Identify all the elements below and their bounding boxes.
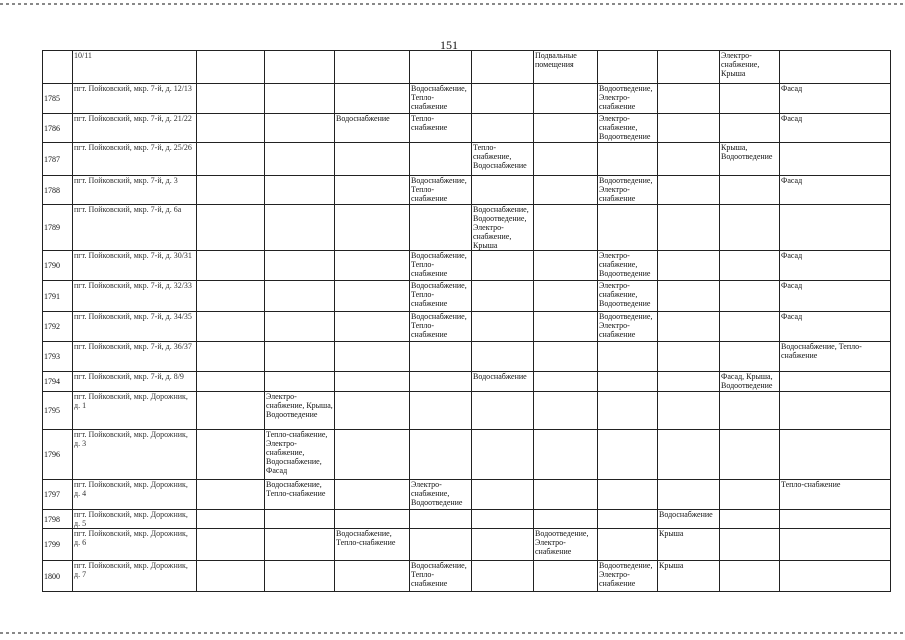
work-cell [472, 84, 534, 114]
table-body [43, 51, 891, 592]
work-cell [410, 342, 472, 372]
address-cell: пгт. Пойковский, мкр. Дорожник, д. 4 [73, 480, 197, 510]
work-cell [598, 143, 658, 176]
work-cell: Тепло-снабжение, Электро-снабжение, Водоснабжение, Фасад [265, 430, 335, 480]
work-cell [658, 205, 720, 251]
work-cell [335, 176, 410, 205]
work-cell [658, 84, 720, 114]
row-number-cell: 1800 [43, 561, 73, 592]
table-row [43, 372, 891, 392]
table-row [43, 205, 891, 251]
work-cell [265, 51, 335, 84]
work-cell [197, 251, 265, 281]
work-cell [197, 430, 265, 480]
work-cell [720, 392, 780, 430]
work-cell [197, 342, 265, 372]
work-cell [598, 392, 658, 430]
work-cell [598, 529, 658, 561]
work-cell: Водоснабжение, Тепло-снабжение [265, 480, 335, 510]
work-cell [197, 510, 265, 529]
row-number-cell: 1797 [43, 480, 73, 510]
work-cell [598, 430, 658, 480]
work-cell [534, 143, 598, 176]
work-cell: Фасад [780, 281, 891, 312]
row-number-cell: 1796 [43, 430, 73, 480]
work-cell [410, 529, 472, 561]
work-cell: Тепло-снабжение, Водоснабжение [472, 143, 534, 176]
table-row [43, 480, 891, 510]
work-cell [780, 561, 891, 592]
scan-bottom-edge [0, 632, 905, 634]
work-cell [780, 143, 891, 176]
address-cell: пгт. Пойковский, мкр. 7-й, д. 30/31 [73, 251, 197, 281]
work-cell: Фасад, Крыша, Водоотведение [720, 372, 780, 392]
work-cell [534, 392, 598, 430]
row-number-cell: 1787 [43, 143, 73, 176]
work-cell [472, 114, 534, 143]
work-cell [534, 114, 598, 143]
work-cell [720, 342, 780, 372]
work-cell [720, 281, 780, 312]
work-cell [335, 392, 410, 430]
work-cell [410, 392, 472, 430]
work-cell: Фасад [780, 176, 891, 205]
work-cell: Фасад [780, 114, 891, 143]
work-cell [265, 561, 335, 592]
page-number: 151 [440, 38, 458, 52]
work-cell [780, 205, 891, 251]
work-cell: Крыша, Водоотведение [720, 143, 780, 176]
work-cell: Водоотведение, Электро-снабжение [598, 84, 658, 114]
work-cell [410, 510, 472, 529]
address-cell: пгт. Пойковский, мкр. 7-й, д. 36/37 [73, 342, 197, 372]
address-cell: пгт. Пойковский, мкр. Дорожник, д. 1 [73, 392, 197, 430]
work-cell [658, 281, 720, 312]
work-cell [534, 342, 598, 372]
work-cell [197, 372, 265, 392]
row-number-cell: 1788 [43, 176, 73, 205]
work-cell [197, 51, 265, 84]
work-cell [335, 205, 410, 251]
work-cell [472, 561, 534, 592]
work-cell [410, 143, 472, 176]
work-cell [658, 372, 720, 392]
work-cell [780, 392, 891, 430]
work-cell [720, 84, 780, 114]
work-cell [720, 480, 780, 510]
address-cell: пгт. Пойковский, мкр. Дорожник, д. 5 [73, 510, 197, 529]
address-cell: пгт. Пойковский, мкр. Дорожник, д. 6 [73, 529, 197, 561]
work-cell: Водоснабжение, Тепло-снабжение [410, 312, 472, 342]
work-cell: Водоснабжение, Тепло-снабжение [410, 84, 472, 114]
work-cell [197, 561, 265, 592]
work-cell [598, 510, 658, 529]
row-number-cell: 1794 [43, 372, 73, 392]
row-number-cell: 1795 [43, 392, 73, 430]
work-cell [720, 251, 780, 281]
work-cell: Тепло-снабжение [410, 114, 472, 143]
address-cell: пгт. Пойковский, мкр. 7-й, д. 12/13 [73, 84, 197, 114]
work-cell: Водоснабжение, Тепло-снабжение [410, 561, 472, 592]
work-cell [780, 529, 891, 561]
work-cell [472, 529, 534, 561]
work-cell [534, 372, 598, 392]
work-cell [720, 529, 780, 561]
work-cell [335, 430, 410, 480]
work-cell: Водоснабжение, Тепло-снабжение [410, 281, 472, 312]
address-cell: пгт. Пойковский, мкр. 7-й, д. 21/22 [73, 114, 197, 143]
work-cell: Электро-снабжение, Крыша, Водоотведение [265, 392, 335, 430]
work-cell [720, 176, 780, 205]
work-cell [658, 430, 720, 480]
work-cell [658, 342, 720, 372]
row-number-cell: 1799 [43, 529, 73, 561]
work-cell [720, 205, 780, 251]
row-number-cell: 1785 [43, 84, 73, 114]
work-cell [720, 430, 780, 480]
work-cell [472, 281, 534, 312]
work-cell [658, 480, 720, 510]
work-cell [410, 51, 472, 84]
work-cell [534, 510, 598, 529]
row-number-cell: 1791 [43, 281, 73, 312]
work-cell [472, 510, 534, 529]
work-cell [598, 480, 658, 510]
row-number-cell: 1798 [43, 510, 73, 529]
work-cell [335, 312, 410, 342]
work-cell [335, 51, 410, 84]
address-cell: пгт. Пойковский, мкр. 7-й, д. 8/9 [73, 372, 197, 392]
work-cell: Крыша [658, 529, 720, 561]
row-number-cell: 1786 [43, 114, 73, 143]
work-cell: Водоснабжение, Водоотведение, Электро-снабжение, Крыша [472, 205, 534, 251]
work-cell [780, 430, 891, 480]
work-cell: Электро-снабжение, Водоотведение [598, 114, 658, 143]
table-row [43, 510, 891, 529]
work-cell [265, 372, 335, 392]
work-cell: Водоснабжение [335, 114, 410, 143]
work-cell [197, 176, 265, 205]
work-cell [410, 372, 472, 392]
work-cell [534, 205, 598, 251]
work-cell [472, 392, 534, 430]
work-cell [472, 51, 534, 84]
work-cell [534, 561, 598, 592]
work-cell: Водоснабжение, Тепло-снабжение [780, 342, 891, 372]
work-cell [265, 205, 335, 251]
work-cell [265, 312, 335, 342]
work-cell [265, 342, 335, 372]
address-cell: пгт. Пойковский, мкр. Дорожник, д. 7 [73, 561, 197, 592]
work-cell: Фасад [780, 251, 891, 281]
work-cell [197, 84, 265, 114]
table-row [43, 392, 891, 430]
work-cell [197, 143, 265, 176]
work-cell [534, 176, 598, 205]
work-cell [472, 176, 534, 205]
work-cell [720, 114, 780, 143]
address-cell: 10/11 [73, 51, 197, 84]
work-cell [197, 281, 265, 312]
work-cell [720, 561, 780, 592]
work-cell: Электро-снабжение, Водоотведение [410, 480, 472, 510]
work-cell: Водоснабжение [658, 510, 720, 529]
work-cell [472, 342, 534, 372]
work-cell [265, 176, 335, 205]
work-cell [472, 312, 534, 342]
work-cell: Водоотведение, Электро-снабжение [598, 176, 658, 205]
work-cell [472, 251, 534, 281]
work-cell [534, 480, 598, 510]
work-cell: Водоотведение, Электро-снабжение [598, 561, 658, 592]
table-row [43, 84, 891, 114]
table-row [43, 51, 891, 84]
work-cell [335, 251, 410, 281]
work-cell [720, 312, 780, 342]
work-cell [335, 372, 410, 392]
work-cell [197, 205, 265, 251]
work-cell [658, 143, 720, 176]
table-row [43, 312, 891, 342]
work-cell [534, 251, 598, 281]
table-row [43, 114, 891, 143]
work-cell [265, 84, 335, 114]
work-cell [658, 392, 720, 430]
table-row [43, 143, 891, 176]
work-cell [780, 51, 891, 84]
work-cell [197, 392, 265, 430]
work-cell [658, 114, 720, 143]
address-cell: пгт. Пойковский, мкр. 7-й, д. 3 [73, 176, 197, 205]
work-cell [335, 84, 410, 114]
work-cell [410, 205, 472, 251]
work-cell [335, 510, 410, 529]
work-cell [265, 114, 335, 143]
table-row [43, 176, 891, 205]
work-cell [720, 510, 780, 529]
work-cell: Водоотведение, Электро-снабжение [598, 312, 658, 342]
work-cell [598, 51, 658, 84]
work-cell: Водоснабжение [472, 372, 534, 392]
work-cell [265, 510, 335, 529]
work-cell [598, 342, 658, 372]
work-cell [658, 251, 720, 281]
work-cell [534, 281, 598, 312]
work-cell [197, 529, 265, 561]
address-cell: пгт. Пойковский, мкр. Дорожник, д. 3 [73, 430, 197, 480]
address-cell: пгт. Пойковский, мкр. 7-й, д. 34/35 [73, 312, 197, 342]
work-cell [534, 84, 598, 114]
row-number-cell [43, 51, 73, 84]
row-number-cell: 1790 [43, 251, 73, 281]
work-cell [598, 372, 658, 392]
work-cell: Фасад [780, 312, 891, 342]
work-cell [598, 205, 658, 251]
work-cell [534, 312, 598, 342]
work-cell: Водоснабжение, Тепло-снабжение [410, 251, 472, 281]
work-cell [197, 312, 265, 342]
address-cell: пгт. Пойковский, мкр. 7-й, д. 6а [73, 205, 197, 251]
work-cell: Подвальные помещения [534, 51, 598, 84]
work-cell: Электро-снабжение, Водоотведение [598, 251, 658, 281]
work-cell: Крыша [658, 561, 720, 592]
work-cell [658, 51, 720, 84]
table-row [43, 561, 891, 592]
work-cell [265, 281, 335, 312]
work-cell [265, 251, 335, 281]
work-cell [335, 561, 410, 592]
work-cell [410, 430, 472, 480]
table-row [43, 430, 891, 480]
table-row [43, 342, 891, 372]
work-cell: Электро-снабжение, Крыша [720, 51, 780, 84]
row-number-cell: 1793 [43, 342, 73, 372]
work-cell [265, 143, 335, 176]
work-cell [335, 281, 410, 312]
work-cell: Водоотведение, Электро-снабжение [534, 529, 598, 561]
table-row [43, 529, 891, 561]
work-cell [472, 430, 534, 480]
work-cell [335, 480, 410, 510]
address-cell: пгт. Пойковский, мкр. 7-й, д. 25/26 [73, 143, 197, 176]
work-cell [335, 143, 410, 176]
row-number-cell: 1789 [43, 205, 73, 251]
work-cell [197, 480, 265, 510]
work-cell: Водоснабжение, Тепло-снабжение [335, 529, 410, 561]
table-row [43, 281, 891, 312]
work-cell: Фасад [780, 84, 891, 114]
scan-top-edge [0, 3, 905, 5]
work-cell [658, 312, 720, 342]
work-cell [780, 372, 891, 392]
work-cell [534, 430, 598, 480]
work-cell [780, 510, 891, 529]
table-row [43, 251, 891, 281]
work-cell [658, 176, 720, 205]
address-cell: пгт. Пойковский, мкр. 7-й, д. 32/33 [73, 281, 197, 312]
work-cell: Водоснабжение, Тепло-снабжение [410, 176, 472, 205]
work-cell [335, 342, 410, 372]
work-cell: Электро-снабжение, Водоотведение [598, 281, 658, 312]
work-cell [472, 480, 534, 510]
repair-schedule-table [42, 50, 891, 592]
work-cell [265, 529, 335, 561]
work-cell: Тепло-снабжение [780, 480, 891, 510]
row-number-cell: 1792 [43, 312, 73, 342]
work-cell [197, 114, 265, 143]
